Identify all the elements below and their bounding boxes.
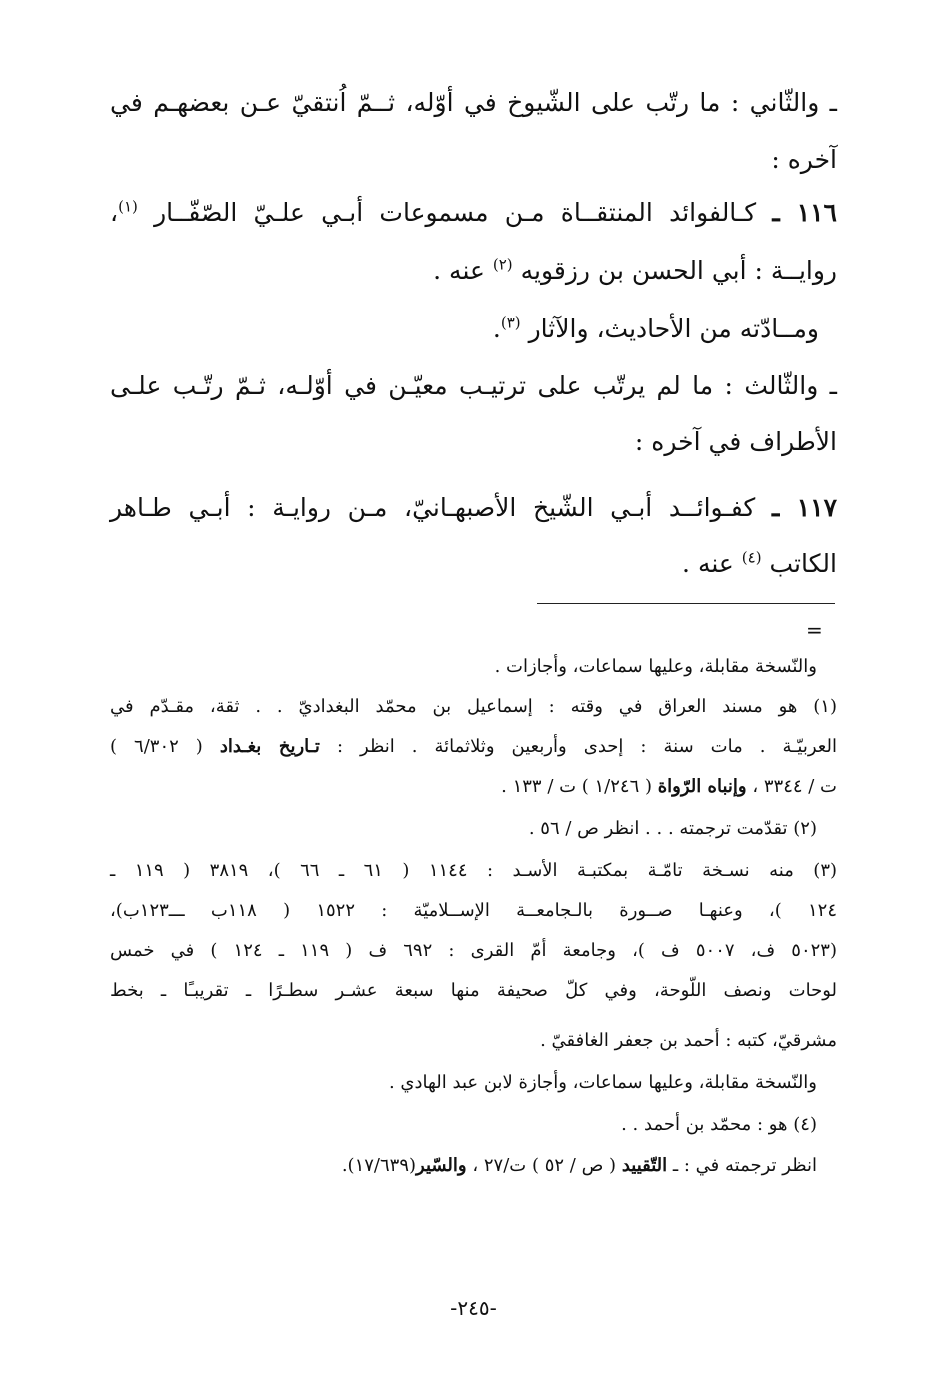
footnote-3-line-5: مشرقيّ، كتبه : أحمد بن جعفر الغافقيّ . <box>540 1030 837 1051</box>
body-line-5-tail: . <box>492 314 501 343</box>
body-line-7: الأطراف في آخره : <box>634 427 837 456</box>
book-title-inbah-alruwat: وإنباه الرّواة <box>657 776 747 797</box>
body-line-5-text: ومــادّته من الأحاديث، والآثار <box>528 314 819 343</box>
footnote-1-line-1: (١) هو مسند العراق في وقته : إسماعيل بن محمّد البغداديّ . . ثقة، مقـدّم في <box>110 696 837 717</box>
footnote-4-line-2-ref: (١٧/٦٣٩). <box>341 1155 417 1176</box>
body-line-9-tail: عنه . <box>682 549 734 578</box>
entry-116-text: كـالفوائد المنتقــاة مـن مسموعات أبـي علـيّ الصّفّــار <box>154 198 757 227</box>
footnote-1-line-3 <box>110 776 837 797</box>
footnote-ref-1[interactable]: (١) <box>118 197 138 216</box>
body-line-1: ـ والثّاني : ما رتّب على الشّيوخ في أوّله، ثــمّ اُنتقيّ عـن بعضهـم في <box>110 88 837 117</box>
entry-116-tail: ، <box>110 198 119 227</box>
entry-116 <box>110 198 837 227</box>
body-line-5 <box>92 314 819 343</box>
footnote-ref-2[interactable]: (٢) <box>492 255 513 274</box>
footnote-3-line-1: (٣) منه نسـخة تامّـة بمكتبـة الأسـد : ١١٤٤ ( ٦١ ـ ٦٦ )، ٣٨١٩ ( ١١٩ ـ <box>110 860 838 881</box>
body-line-4 <box>110 256 837 285</box>
footnote-1-line-3-ref: ( ١/٢٤٦ ) ت / ١٣٣ . <box>501 776 653 797</box>
footnote-separator <box>537 603 835 604</box>
entry-number-116: ١١٦ ـ <box>772 198 837 227</box>
body-line-4-text: روايــة : أبي الحسن بن رزقويه <box>520 256 837 285</box>
footnote-4-line-1: (٤) هو : محمّد بن أحمد . . <box>621 1114 817 1135</box>
footnote-3-line-2: ١٢٤ )، وعنهـا صــورة بالـجامعــة الإســلاميّة : ١٥٢٢ ( ١١٨ب ـــ١٢٣ب)، <box>110 900 838 921</box>
book-title-tarikh-baghdad: تـاريخ بغـداد <box>219 736 320 757</box>
footnote-3-line-3: (٥٠٢٣ ف، ٥٠٠٧ ف )، وجامعة أمّ القرى : ٦٩٢ ف ( ١١٩ ـ ١٢٤ ) في خمس <box>110 940 837 961</box>
footnote-4-line-2-text: انظر ترجمته في : ـ <box>672 1155 817 1176</box>
footnote-4-line-2-mid: ( ص / ٥٢ ) ت/٢٧ ، <box>472 1155 617 1176</box>
body-line-2: آخره : <box>771 145 837 174</box>
footnote-1-line-2-text: العربيّـة . مات سنة : إحدى وأربعين وثلاثمائة . انظر : <box>336 736 837 757</box>
footnote-1-line-2 <box>110 736 837 757</box>
footnote-2: (٢) تقدّمت ترجمته . . . انظر ص / ٥٦ . <box>528 818 817 839</box>
entry-number-117: ١١٧ ـ <box>771 493 838 522</box>
footnote-4-line-2 <box>90 1155 817 1176</box>
page-number: -٢٤٥- <box>450 1296 497 1320</box>
body-line-4-tail: عنه . <box>433 256 485 285</box>
body-line-6: ـ والثّالث : ما لم يرتّب على ترتيـب معيّـن في أوّلـه، ثـمّ رتّـب علـى <box>110 371 837 400</box>
footnote-1-line-2-ref: ( ٦/٣٠٢ ) <box>110 736 203 757</box>
book-title-altaqyid: التّقييد <box>621 1155 668 1176</box>
body-line-9-text: الكاتب <box>769 549 837 578</box>
entry-117 <box>110 493 837 522</box>
entry-117-text: كفـوائــد أبـي الشّيخ الأصبهـانيّ، مـن روايـة : أبـي طـاهر <box>110 493 756 522</box>
footnote-continuation: والنّسخة مقابلة، وعليها سماعات، وأجازات . <box>494 656 817 677</box>
book-title-alsiyar: والسّير <box>416 1155 467 1176</box>
footnote-ref-4[interactable]: (٤) <box>741 548 762 567</box>
body-line-9 <box>110 549 837 578</box>
continuation-mark: = <box>806 618 823 642</box>
footnote-1-line-3-text: ت / ٣٣٤٤ ، <box>752 776 837 797</box>
footnote-ref-3[interactable]: (٣) <box>500 313 521 332</box>
footnote-3-line-6: والنّسخة مقابلة، وعليها سماعات، وأجازة لابن عبد الهادي . <box>388 1072 817 1093</box>
footnote-3-line-4: لوحات ونصف اللّوحة، وفي كلّ صحيفة منها سبعة عشـر سطـرًا ـ تقريبـًا ـ بخط <box>110 980 837 1001</box>
